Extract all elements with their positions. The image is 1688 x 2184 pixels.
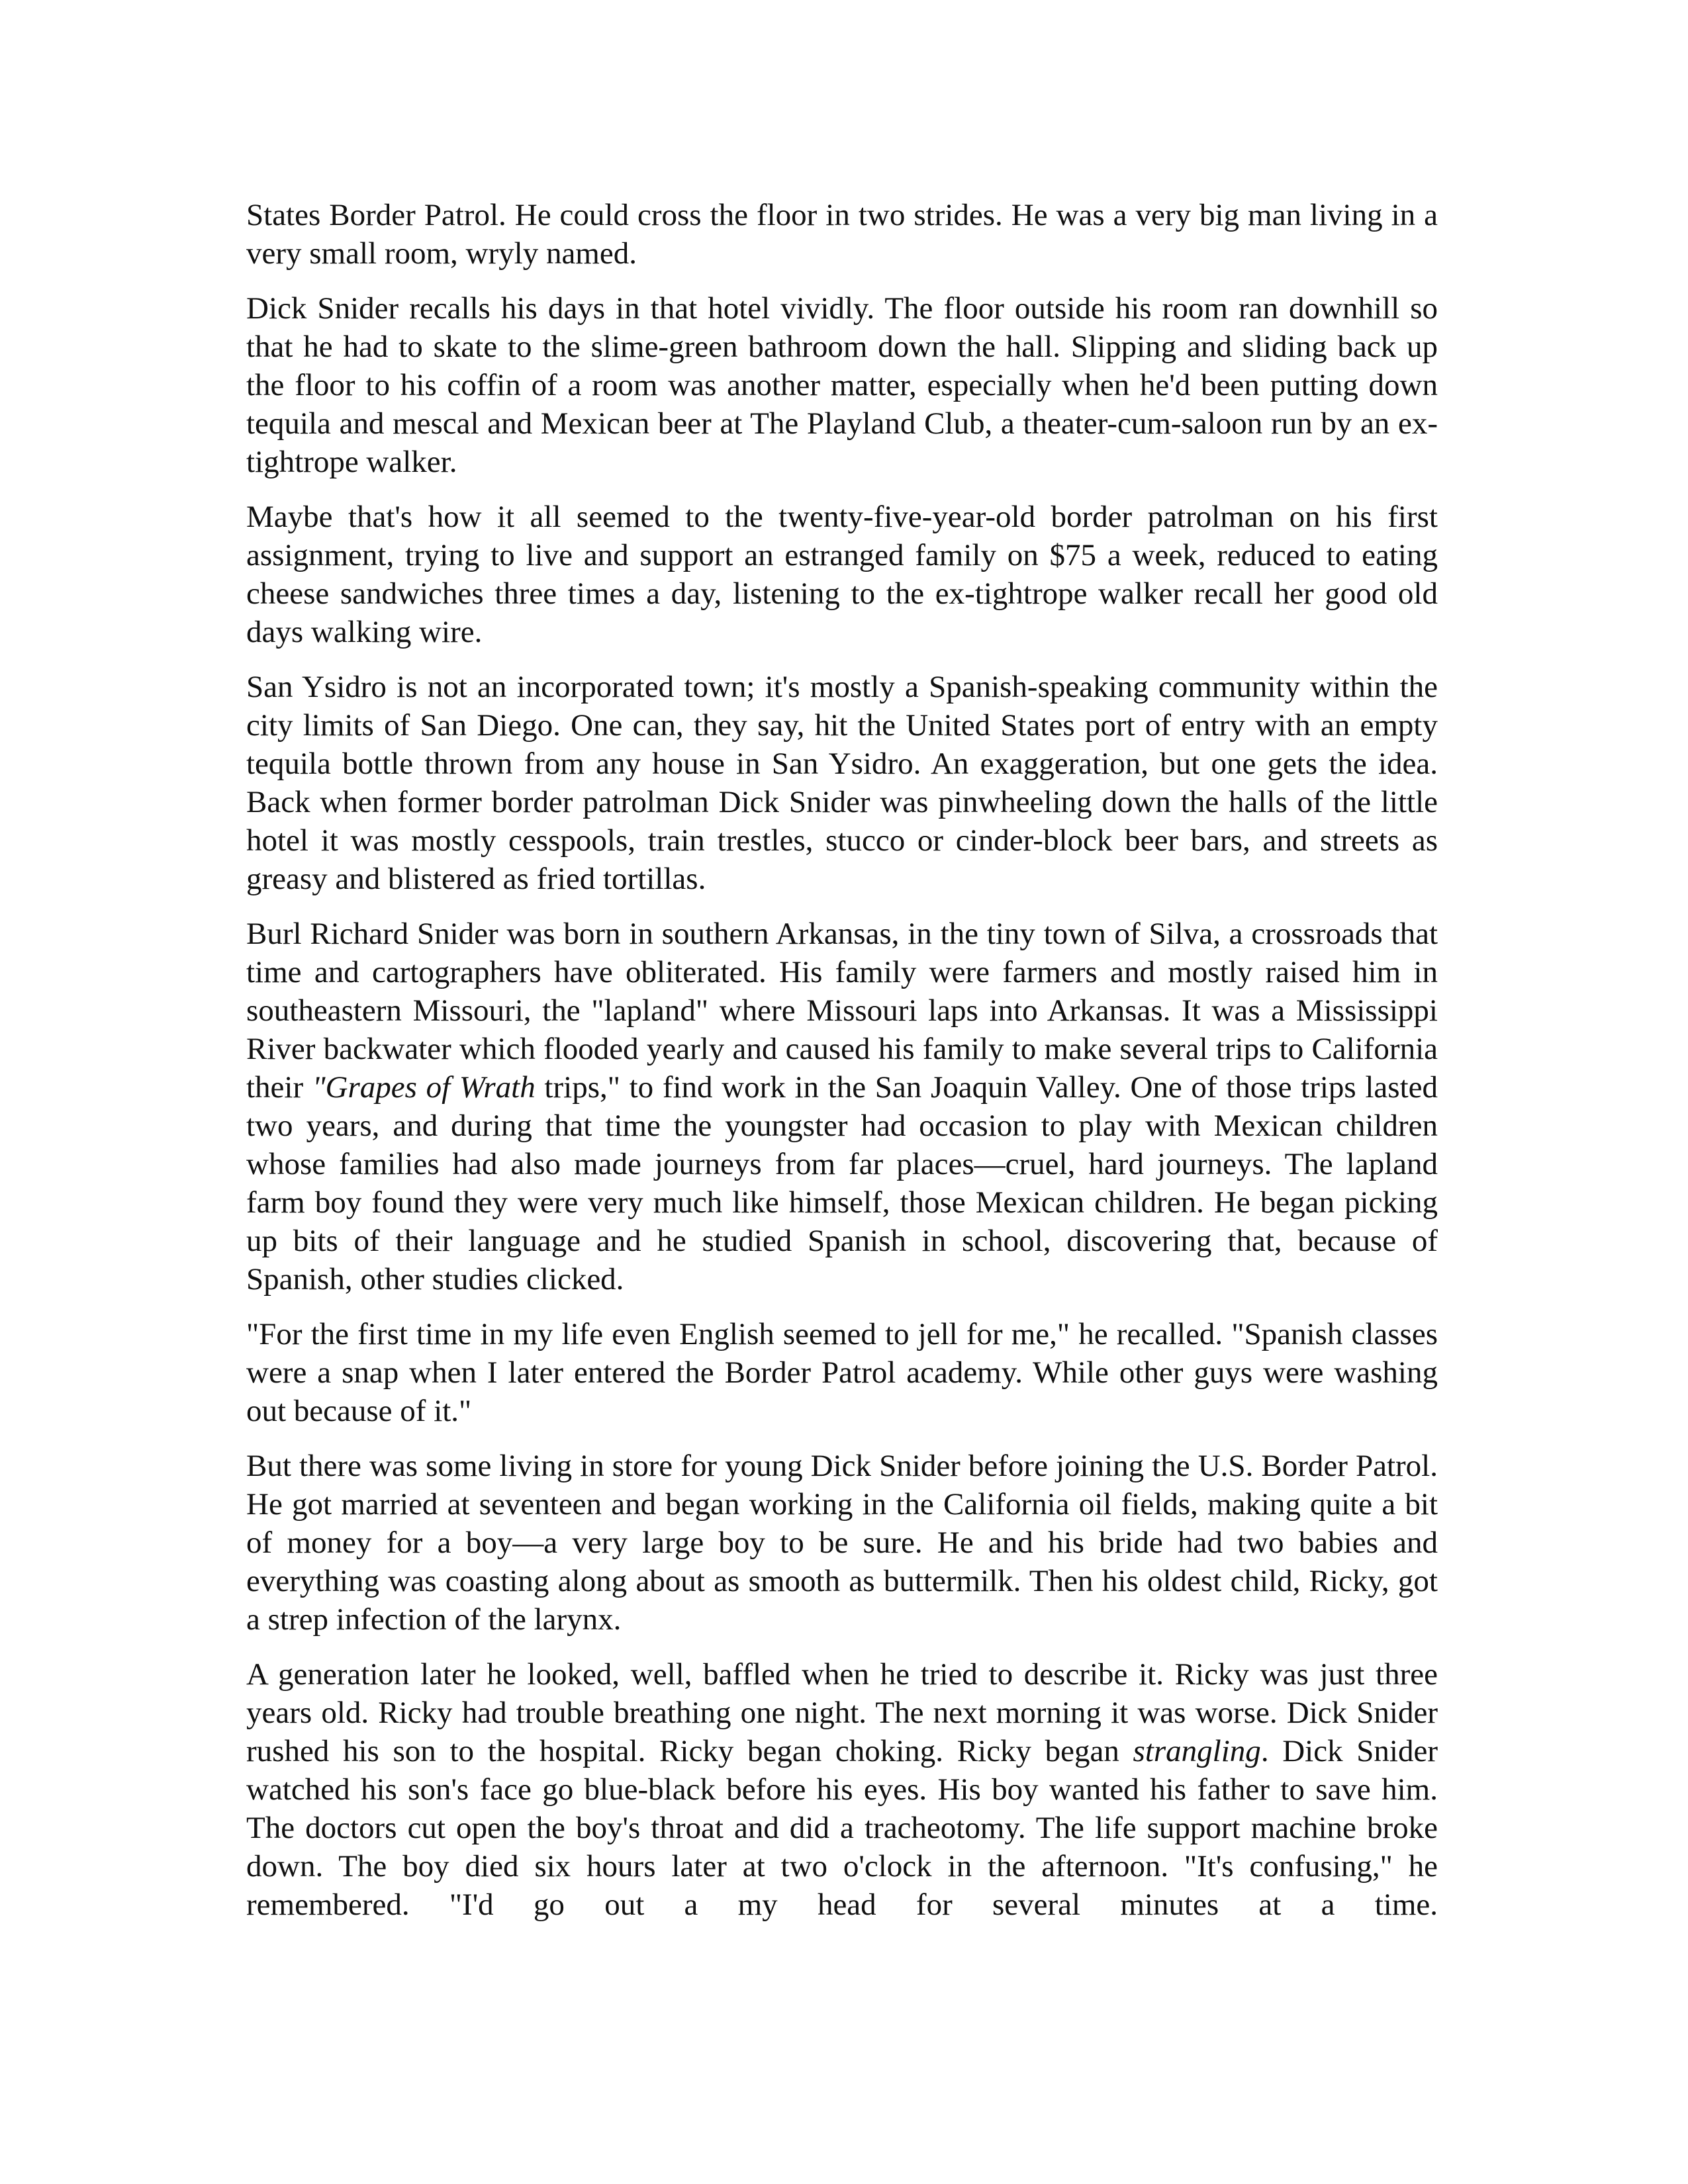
paragraph-text: . Dick Snider watched his son's face go blue-black before his eyes. His boy wanted his father to save him. The doctors cut open the boy's throat and did a tracheotomy. The life support machine broke down. The boy died six hours later at two o'clock in the afternoon. "It's confusing," he remembered. "I'd go out a my head for several minutes at a time.	[246, 1734, 1438, 1922]
paragraph-text: States Border Patrol. He could cross the floor in two strides. He was a very big man living in a very small room, wryly named.	[246, 198, 1438, 271]
paragraph-text: A generation later he looked, well, baffled when he tried to describe it. Ricky was just three years old. Ricky had trouble breathing one night. The next morning it was worse. Dick Snider rushed his son to the hospital. Ricky began choking. Ricky began	[246, 1657, 1438, 1768]
paragraph	[246, 915, 1438, 1298]
paragraph-text: Dick Snider recalls his days in that hotel vividly. The floor outside his room ran downhill so that he had to skate to the slime-green bathroom down the hall. Slipping and sliding back up the floor to his coffin of a room was another matter, especially when he'd been putting down tequila and mescal and Mexican beer at The Playland Club, a theater-cum-saloon run by an ex-tightrope walker.	[246, 291, 1438, 479]
paragraph	[246, 1447, 1438, 1639]
paragraph-text: Burl Richard Snider was born in southern Arkansas, in the tiny town of Silva, a crossroads that time and cartographers have obliterated. His family were farmers and mostly raised him in southeastern Missouri, the "lapland" where Missouri laps into Arkansas. It was a Mississippi River backwater which flooded yearly and caused his family to make several trips to California their	[246, 917, 1438, 1105]
paragraph-text: trips," to find work in the San Joaquin Valley. One of those trips lasted two years, and during that time the youngster had occasion to play with Mexican children whose families had also made journeys from far places—cruel, hard journeys. The lapland farm boy found they were very much like himself, those Mexican children. He began picking up bits of their language and he studied Spanish in school, discovering that, because of Spanish, other studies clicked.	[246, 1070, 1438, 1297]
paragraph	[246, 498, 1438, 651]
paragraph-text: San Ysidro is not an incorporated town; it's mostly a Spanish-speaking community within the city limits of San Diego. One can, they say, hit the United States port of entry with an empty tequila bottle thrown from any house in San Ysidro. An exaggeration, but one gets the idea. Back when former border patrolman Dick Snider was pinwheeling down the halls of the little hotel it was mostly cesspools, train trestles, stucco or cinder-block beer bars, and streets as greasy and blistered as fried tortillas.	[246, 670, 1438, 896]
paragraph-text: But there was some living in store for young Dick Snider before joining the U.S. Border Patrol. He got married at seventeen and began working in the California oil fields, making quite a bit of money for a boy—a very large boy to be sure. He and his bride had two babies and everything was coasting along about as smooth as buttermilk. Then his oldest child, Ricky, got a strep infection of the larynx.	[246, 1449, 1438, 1637]
book-title-italic: "Grapes of Wrath	[312, 1070, 536, 1105]
paragraph	[246, 1315, 1438, 1430]
paragraph	[246, 196, 1438, 273]
paragraph	[246, 1655, 1438, 1924]
document-page	[246, 196, 1438, 1924]
emphasis-italic: strangling	[1133, 1734, 1261, 1768]
paragraph	[246, 668, 1438, 898]
paragraph-text: Maybe that's how it all seemed to the twenty-five-year-old border patrolman on his first assignment, trying to live and support an estranged family on $75 a week, reduced to eating cheese sandwiches three times a day, listening to the ex-tightrope walker recall her good old days walking wire.	[246, 500, 1438, 649]
paragraph	[246, 289, 1438, 481]
paragraph-text: "For the first time in my life even English seemed to jell for me," he recalled. "Spanish classes were a snap when I later entered the Border Patrol academy. While other guys were washing out because of it."	[246, 1317, 1438, 1428]
